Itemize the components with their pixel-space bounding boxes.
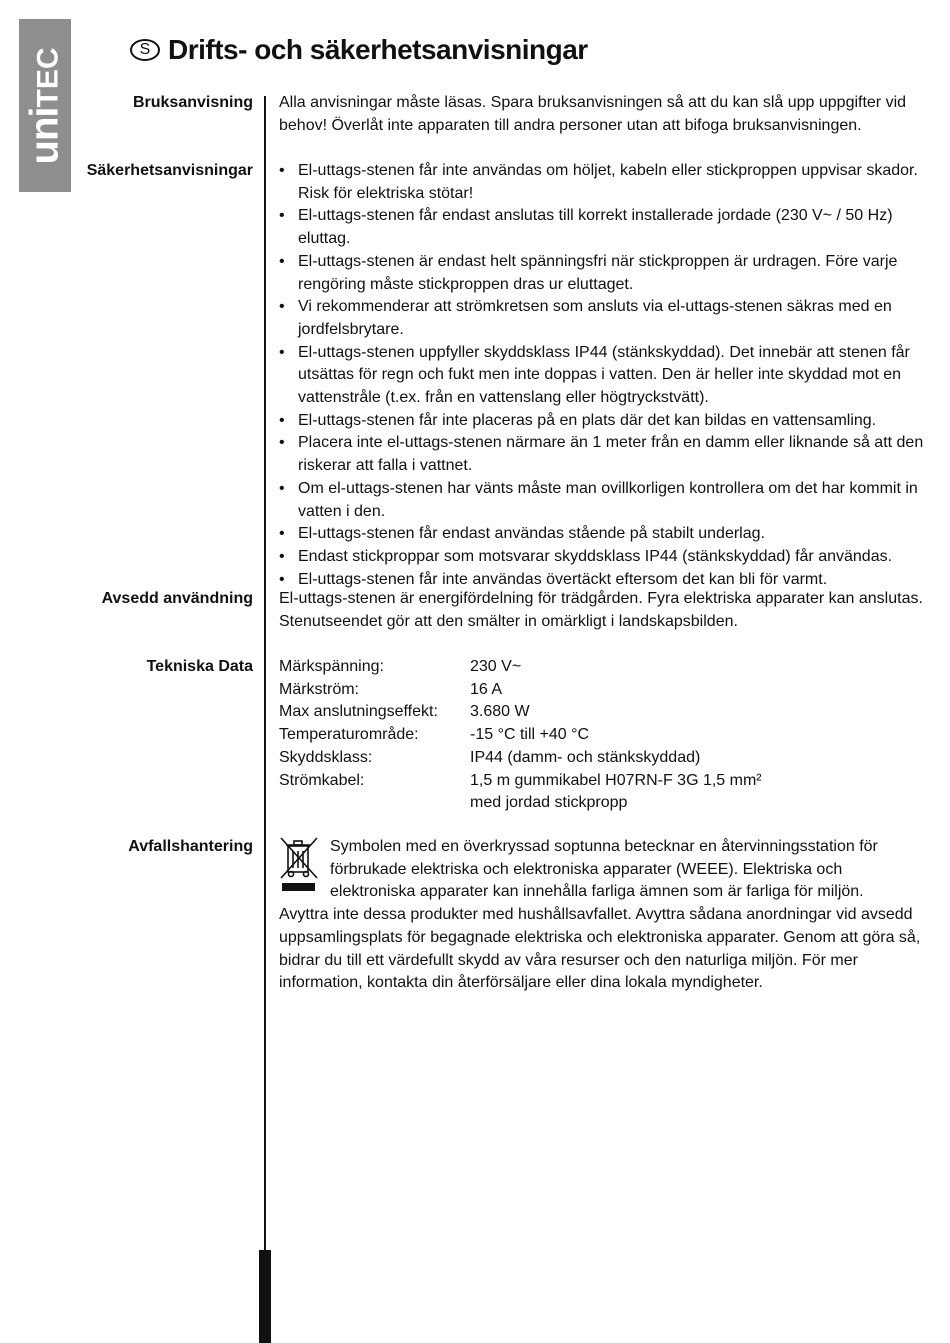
list-item: • El-uttags-stenen uppfyller skyddsklass IP44 (stänkskyddad). Det innebär att stenen får utsättas för regn och fukt men inte doppas i vatten. Den är heller inte skyddad mot en vattenstråle (t.ex. från en vattenslang eller högtryckstvätt).	[279, 342, 931, 410]
column-divider-thick	[259, 1250, 271, 1343]
anvandning-text: El-uttags-stenen är energifördelning för trädgården. Fyra elektriska apparater kan anslutas. Stenutseendet gör att den smälter in omärkligt i landskapsbilden.	[279, 590, 923, 630]
section-sakerhet	[279, 160, 931, 591]
section-tekniska-data	[279, 656, 931, 815]
tech-value: 16 A	[470, 680, 503, 698]
tech-value: 3.680 W	[470, 703, 530, 721]
tech-key: Temperaturområde:	[279, 726, 419, 744]
list-item: • Vi rekommenderar att strömkretsen som ansluts via el-uttags-stenen säkras med en jordfelsbrytare.	[279, 296, 931, 341]
tech-key: Märkspänning:	[279, 658, 384, 675]
tech-value-line: 1,5 m gummikabel H07RN-F 3G 1,5 mm²	[470, 771, 762, 789]
list-item: • El-uttags-stenen är endast helt spänningsfri när stickproppen är urdragen. Före varje rengöring måste stickproppen dras ur eluttaget.	[279, 251, 931, 296]
page-header	[130, 28, 588, 72]
tech-key: Strömkabel:	[279, 771, 365, 789]
list-item: • El-uttags-stenen får inte placeras på en plats där det kan bildas en vattensamling.	[279, 410, 931, 433]
section-label-avfall: Avfallshantering	[128, 838, 253, 855]
section-label-sakerhet: Säkerhetsanvisningar	[86, 162, 253, 179]
tech-value	[470, 770, 762, 815]
brand-logo	[19, 19, 71, 192]
list-item: • Endast stickproppar som motsvarar skyddsklass IP44 (stänkskyddad) får användas.	[279, 546, 931, 569]
tech-key: Märkström:	[279, 680, 359, 698]
table-row	[279, 656, 762, 679]
table-row	[279, 724, 762, 747]
avfall-text-continued: Avyttra inte dessa produkter med hushållsavfallet. Avyttra sådana anordningar vid avsedd uppsamlingsplats för begagnade elektriska och elektroniska apparater. Genom att göra så, bidrar du till ett värdefullt skydd av våra resurser och den naturliga miljön. För mer information, kontakta din återförsäljare eller dina lokala myndigheter.	[279, 906, 921, 992]
weee-block	[279, 836, 931, 904]
tech-value: 230 V~	[470, 658, 522, 675]
list-item: • El-uttags-stenen får inte användas om höljet, kabeln eller stickproppen uppvisar skador. Risk för elektriska stötar!	[279, 160, 931, 205]
table-row	[279, 679, 762, 702]
section-avfall	[279, 836, 931, 995]
tech-key: Skyddsklass:	[279, 748, 373, 766]
list-item: • Om el-uttags-stenen har vänts måste man ovillkorligen kontrollera om det har kommit in vatten i den.	[279, 478, 931, 523]
section-bruksanvisning	[279, 92, 931, 137]
tech-data-table	[279, 656, 762, 815]
list-item: • El-uttags-stenen får endast anslutas till korrekt installerade jordade (230 V~ / 50 Hz) eluttag.	[279, 205, 931, 250]
brand-logo-text: uniTEC	[22, 47, 67, 164]
section-label-tekniska-data: Tekniska Data	[146, 658, 253, 675]
tech-key: Max anslutningseffekt:	[279, 703, 438, 721]
list-item: • Placera inte el-uttags-stenen närmare än 1 meter från en damm eller liknande så att den riskerar att falla i vattnet.	[279, 432, 931, 477]
table-row	[279, 747, 762, 770]
list-item: • El-uttags-stenen får inte användas övertäckt eftersom det kan bli för varmt.	[279, 569, 931, 592]
section-anvandning	[279, 588, 931, 633]
tech-value: -15 °C till +40 °C	[470, 726, 590, 744]
crossed-out-wheelie-bin-icon	[279, 836, 319, 892]
column-divider	[264, 96, 266, 1343]
language-badge: S	[130, 39, 160, 61]
tech-value: IP44 (damm- och stänkskyddad)	[470, 748, 701, 766]
section-label-anvandning: Avsedd användning	[101, 590, 253, 607]
list-item: • El-uttags-stenen får endast användas stående på stabilt underlag.	[279, 523, 931, 546]
table-row	[279, 701, 762, 724]
safety-list	[279, 160, 931, 591]
avfall-text: Symbolen med en överkryssad soptunna betecknar en återvinningsstation för förbrukade elektriska och elektroniska apparater (WEEE). Elektriska och elektroniska apparater kan innehålla farliga ämnen som är farliga för miljön.	[330, 838, 878, 901]
bruksanvisning-text: Alla anvisningar måste läsas. Spara bruksanvisningen så att du kan slå upp uppgifter vid behov! Överlåt inte apparaten till andra personer utan att bifoga bruksanvisningen.	[279, 94, 907, 134]
section-label-bruksanvisning: Bruksanvisning	[132, 94, 253, 111]
tech-value-line: med jordad stickpropp	[470, 794, 628, 812]
table-row	[279, 770, 762, 815]
page-title: Drifts- och säkerhetsanvisningar	[168, 34, 588, 65]
